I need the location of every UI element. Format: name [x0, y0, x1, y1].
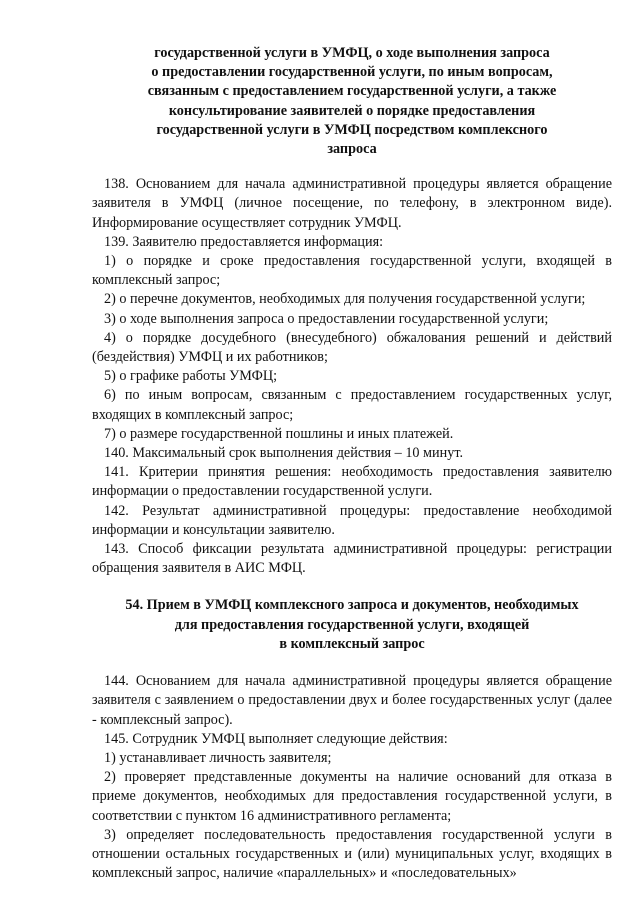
list-item-5: 5) о графике работы УМФЦ;	[104, 368, 278, 385]
list-item-7: 7) о размере государственной пошлины и иных платежей.	[104, 425, 454, 442]
heading-line: о предоставлении государственной услуги, по иным вопросам,	[151, 64, 553, 81]
list-item-1: 1) о порядке и сроке предоставления государственной услуги, входящей в комплексный запрос;	[92, 253, 612, 289]
heading-line: государственной услуги в УМФЦ, о ходе выполнения запроса	[154, 45, 550, 61]
paragraph-145: 145. Сотрудник УМФЦ выполняет следующие действия:	[104, 730, 448, 747]
paragraph-141: 141. Критерии принятия решения: необходимость предоставления заявителю информации о предоставлении государственной услуги.	[92, 464, 612, 500]
action-item-2: 2) проверяет представленные документы на наличие оснований для отказа в приеме документов, необходимых для предоставления государственной услуги, в соответствии с пунктом 16 административного регламента;	[92, 769, 612, 824]
paragraph-138: 138. Основанием для начала административной процедуры является обращение заявителя в УМФЦ (личное посещение, по телефону, в электронном виде). Информирование осуществляет сотрудник УМФЦ.	[92, 176, 612, 231]
heading-line: связанным с предоставлением государственной услуги, а также	[147, 83, 557, 100]
heading-line: консультирование заявителей о порядке предоставления	[168, 102, 536, 119]
list-item-3: 3) о ходе выполнения запроса о предоставлении государственной услуги;	[104, 310, 549, 327]
paragraph-140: 140. Максимальный срок выполнения действия – 10 минут.	[104, 445, 463, 462]
list-item-4: 4) о порядке досудебного (внесудебного) обжалования решений и действий (бездействия) УМФЦ и их работников;	[92, 329, 612, 366]
section-heading-54	[92, 596, 612, 654]
heading-line: в комплексный запрос	[279, 635, 425, 652]
paragraph-142: 142. Результат административной процедуры: предоставление необходимой информации и консультации заявителю.	[92, 502, 612, 538]
heading-line: 54. Прием в УМФЦ комплексного запроса и документов, необходимых	[125, 597, 579, 614]
paragraph-139: 139. Заявителю предоставляется информация:	[104, 233, 384, 250]
list-item-2: 2) о перечне документов, необходимых для получения государственной услуги;	[104, 291, 586, 308]
heading-line: запроса	[327, 141, 377, 158]
document-page	[92, 44, 612, 883]
heading-line: для предоставления государственной услуги, входящей	[174, 616, 530, 633]
section-heading-53	[92, 44, 612, 159]
list-item-6: 6) по иным вопросам, связанным с предоставлением государственных услуг, входящих в комплексный запрос;	[92, 387, 612, 423]
paragraph-144: 144. Основанием для начала административной процедуры является обращение заявителя с заявлением о предоставлении двух и более государственных услуг (далее - комплексный запрос).	[92, 673, 612, 728]
action-item-1: 1) устанавливает личность заявителя;	[104, 749, 332, 766]
paragraph-143: 143. Способ фиксации результата административной процедуры: регистрации обращения заявителя в АИС МФЦ.	[92, 541, 612, 577]
action-item-3: 3) определяет последовательность предоставления государственной услуги в отношении остальных государственных и (или) муниципальных услуг, входящих в комплексный запрос, наличие «параллельных» и «последовательных»	[92, 826, 612, 882]
heading-line: государственной услуги в УМФЦ посредством комплексного	[156, 121, 548, 138]
